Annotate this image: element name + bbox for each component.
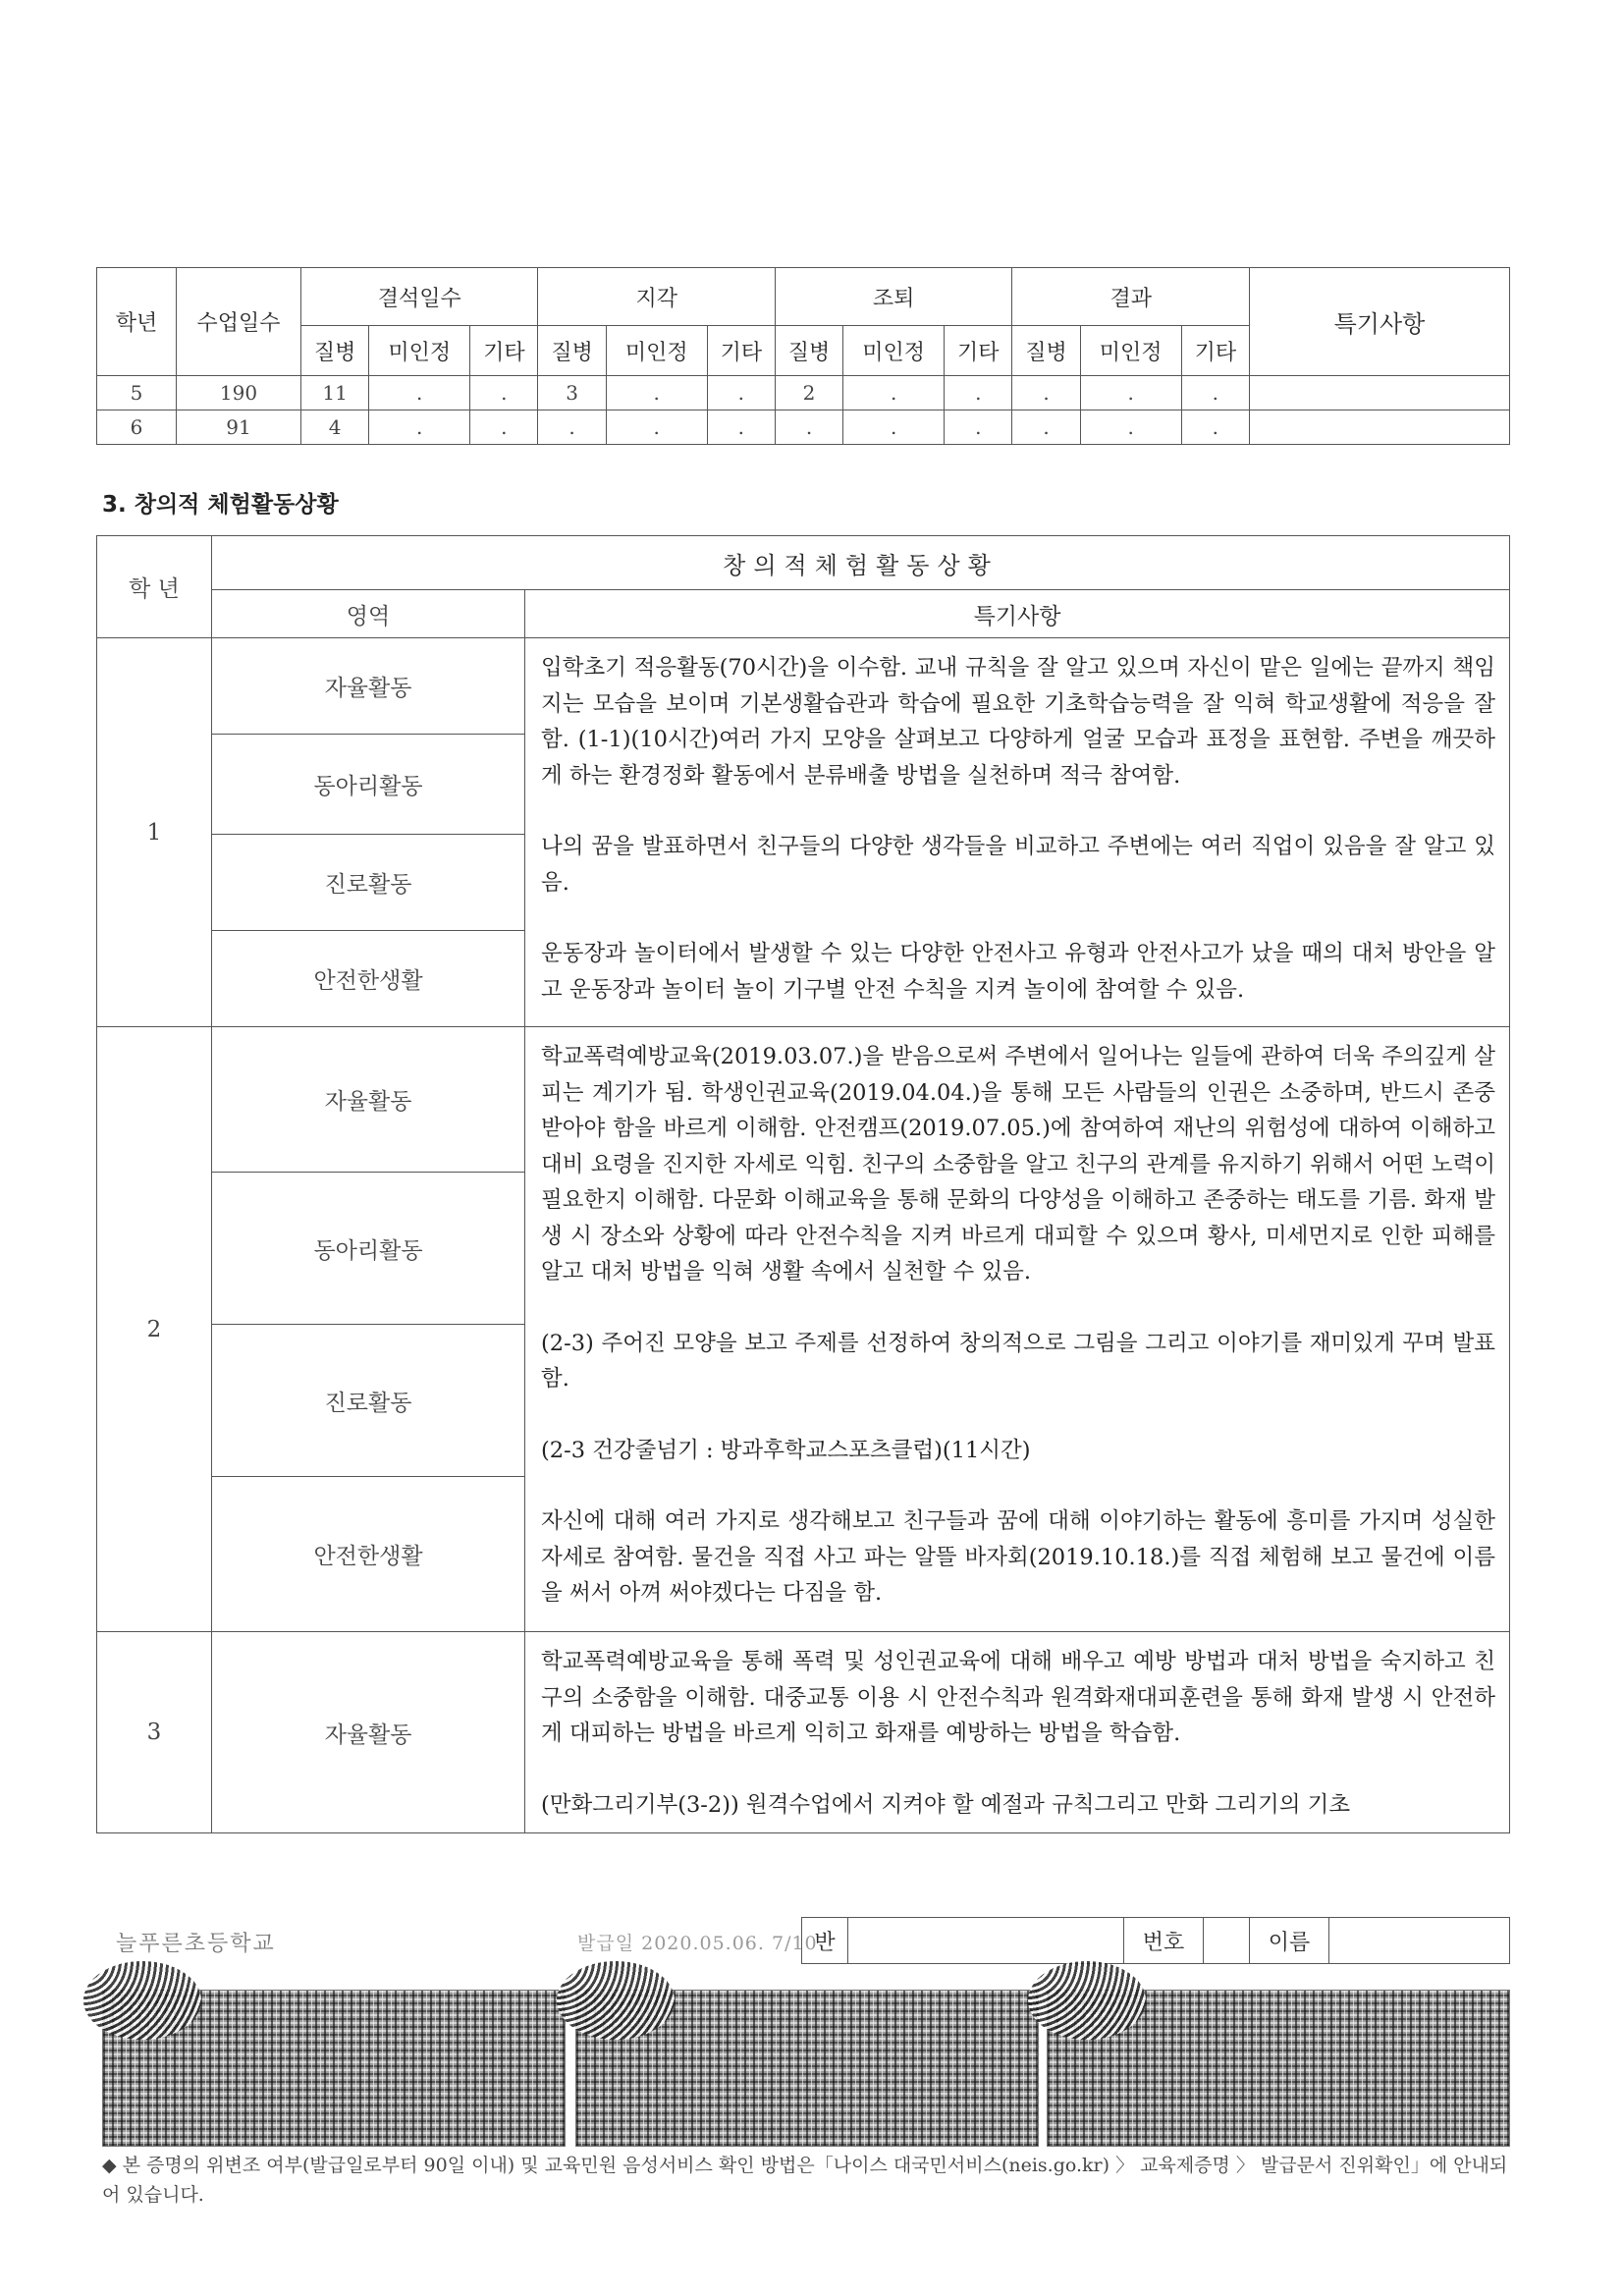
remark-paragraph: (2-3 건강줄넘기 : 방과후학교스포츠클럽)(11시간) <box>541 1437 1031 1463</box>
remark-paragraph: 입학초기 적응활동(70시간)을 이수함. 교내 규칙을 잘 알고 있으며 자신이 맡은 일에는 끝까지 책임지는 모습을 보이며 기본생활습관과 학습에 필요한 기초학습능력을 잘 익혀 학교생활에 적응을 잘 함. (1-1)(10시간)여러 가지 모양을 살펴보고 다양하게 얼굴 모습과 표정을 표현함. 주변을 깨끗하게 하는 환경정화 활동에서 분류배출 방법을 실천하며 적극 참여함. <box>541 655 1495 789</box>
row-cell: . <box>369 410 470 445</box>
remark-paragraph: 학교폭력예방교육(2019.03.07.)을 받음으로써 주변에서 일어나는 일들에 관하여 더욱 주의깊게 살피는 계기가 됨. 학생인권교육(2019.04.04.)을 통해 모든 사람들의 인권은 소중하며, 반드시 존중받아야 함을 바르게 이해함. 안전캠프(2019.07.05.)에 참여하여 재난의 위험성에 대하여 이해하고 대비 요령을 진지한 자세로 익힘. 친구의 소중함을 알고 친구의 관계를 유지하기 위해서 어떤 노력이 필요한지 이해함. 다문화 이해교육을 통해 문화의 다양성을 이해하고 존중하는 태도를 기름. 화재 발생 시 장소와 상황에 따라 안전수칙을 지켜 바르게 대피할 수 있으며 황사, 미세먼지로 인한 피해를 알고 대처 방법을 익혀 생활 속에서 실천할 수 있음. <box>541 1044 1495 1285</box>
area-cell: 진로활동 <box>212 835 525 931</box>
row-cell: 11 <box>301 376 369 410</box>
remark-paragraph: 학교폭력예방교육을 통해 폭력 및 성인권교육에 대해 배우고 예방 방법과 대처 방법을 숙지하고 친구의 소중함을 이해함. 대중교통 이용 시 안전수칙과 원격화재대피훈련을 통해 화재 발생 시 안전하게 대피하는 방법을 바르게 익히고 화재를 예방하는 방법을 학습함. <box>541 1649 1495 1746</box>
row-days: 91 <box>177 410 301 445</box>
remark-cell <box>525 1027 1510 1632</box>
issue-label: 발급일 <box>577 1933 635 1954</box>
sub-header-other: 기타 <box>945 326 1012 376</box>
area-cell: 자율활동 <box>212 638 525 735</box>
row-days: 190 <box>177 376 301 410</box>
class-value <box>848 1918 1124 1963</box>
row-cell: . <box>470 376 538 410</box>
row-grade: 6 <box>97 410 177 445</box>
row-cell: . <box>1012 376 1080 410</box>
row-cell: . <box>775 410 842 445</box>
row-cell: . <box>470 410 538 445</box>
row-cell: . <box>707 376 775 410</box>
area-cell: 진로활동 <box>212 1325 525 1477</box>
verification-notice: ◆ 본 증명의 위변조 여부(발급일로부터 90일 이내) 및 교육민원 음성서비스 확인 방법은「나이스 대국민서비스(neis.go.kr) 〉 교육제증명 〉 발급문서 진위확인」에 안내되어 있습니다. <box>102 2155 1508 2206</box>
school-days-header: 수업일수 <box>177 268 301 376</box>
row-cell: . <box>606 376 707 410</box>
row-cell: 4 <box>301 410 369 445</box>
sub-header-other: 기타 <box>1181 326 1249 376</box>
attendance-row <box>97 376 1510 410</box>
section-title: 3. 창의적 체험활동상황 <box>102 492 339 518</box>
issue-value: 2020.05.06. 7/10 <box>641 1933 818 1954</box>
verification-barcode <box>1047 1990 1510 2147</box>
barcode-mark-icon <box>83 1961 201 2040</box>
remark-paragraph: (만화그리기부(3-2)) 원격수업에서 지켜야 할 예절과 규칙그리고 만화 그리기의 기초 <box>541 1791 1351 1818</box>
early-leave-header: 조퇴 <box>775 268 1011 326</box>
sub-header-illness: 질병 <box>538 326 606 376</box>
grade-cell: 3 <box>97 1632 212 1833</box>
sub-header-other: 기타 <box>707 326 775 376</box>
sub-header-unexcused: 미인정 <box>843 326 945 376</box>
row-cell: . <box>1181 376 1249 410</box>
verification-barcode <box>102 1990 566 2147</box>
school-name: 늘푸른초등학교 <box>116 1932 276 1956</box>
area-cell: 자율활동 <box>212 1632 525 1833</box>
row-cell: . <box>1080 376 1181 410</box>
row-cell: . <box>1080 410 1181 445</box>
attendance-table <box>96 267 1510 445</box>
sub-header-illness: 질병 <box>775 326 842 376</box>
row-cell: . <box>843 376 945 410</box>
area-cell: 동아리활동 <box>212 1173 525 1325</box>
row-cell: . <box>606 410 707 445</box>
creative-activities-table <box>96 535 1510 1833</box>
barcode-mark-icon <box>557 1961 675 2040</box>
remark-cell <box>525 1632 1510 1833</box>
area-cell: 안전한생활 <box>212 931 525 1027</box>
grade-header: 학 년 <box>97 536 212 638</box>
remark-cell <box>525 638 1510 1027</box>
verification-barcode <box>575 1990 1039 2147</box>
row-cell: . <box>1181 410 1249 445</box>
number-value <box>1204 1918 1250 1963</box>
number-label: 번호 <box>1124 1918 1204 1963</box>
sub-header-unexcused: 미인정 <box>369 326 470 376</box>
sub-header-other: 기타 <box>470 326 538 376</box>
footer-info-line <box>96 1917 1512 1966</box>
remark-paragraph: 운동장과 놀이터에서 발생할 수 있는 다양한 안전사고 유형과 안전사고가 났을 때의 대처 방안을 알고 운동장과 놀이터 놀이 기구별 안전 수칙을 지켜 놀이에 참여할 수 있음. <box>541 941 1495 1003</box>
absence-header: 결석일수 <box>301 268 538 326</box>
row-cell: . <box>945 376 1012 410</box>
row-grade: 5 <box>97 376 177 410</box>
row-cell: . <box>538 410 606 445</box>
row-note <box>1250 376 1510 410</box>
sub-header-unexcused: 미인정 <box>606 326 707 376</box>
area-cell: 동아리활동 <box>212 735 525 835</box>
attendance-row <box>97 410 1510 445</box>
sub-header-illness: 질병 <box>1012 326 1080 376</box>
name-value <box>1329 1918 1509 1963</box>
name-label: 이름 <box>1250 1918 1329 1963</box>
creative-title: 창의적체험활동상황 <box>212 536 1510 590</box>
remark-paragraph: 나의 꿈을 발표하면서 친구들의 다양한 생각들을 비교하고 주변에는 여러 직업이 있음을 잘 알고 있음. <box>541 834 1495 896</box>
student-info-box <box>801 1917 1510 1964</box>
barcode-mark-icon <box>1028 1961 1146 2040</box>
special-notes-header: 특기사항 <box>1250 268 1510 376</box>
remark-paragraph: 자신에 대해 여러 가지로 생각해보고 친구들과 꿈에 대해 이야기하는 활동에 흥미를 가지며 성실한 자세로 참여함. 물건을 직접 사고 파는 알뜰 바자회(2019.10.18.)를 직접 체험해 보고 물건에 이름을 써서 아껴 써야겠다는 다짐을 함. <box>541 1508 1495 1606</box>
grade-header: 학년 <box>97 268 177 376</box>
row-cell: . <box>707 410 775 445</box>
row-note <box>1250 410 1510 445</box>
row-cell: . <box>843 410 945 445</box>
row-cell: 3 <box>538 376 606 410</box>
remark-paragraph: (2-3) 주어진 모양을 보고 주제를 선정하여 창의적으로 그림을 그리고 이야기를 재미있게 꾸며 발표함. <box>541 1330 1495 1392</box>
row-cell: . <box>369 376 470 410</box>
grade-cell: 2 <box>97 1027 212 1632</box>
row-cell: . <box>945 410 1012 445</box>
sub-header-illness: 질병 <box>301 326 369 376</box>
area-header: 영역 <box>212 590 525 638</box>
grade-cell: 1 <box>97 638 212 1027</box>
result-header: 결과 <box>1012 268 1250 326</box>
remark-header: 특기사항 <box>525 590 1510 638</box>
row-cell: . <box>1012 410 1080 445</box>
class-label: 반 <box>802 1918 848 1963</box>
issue-date <box>577 1929 818 1955</box>
area-cell: 자율활동 <box>212 1027 525 1173</box>
late-header: 지각 <box>538 268 775 326</box>
sub-header-unexcused: 미인정 <box>1080 326 1181 376</box>
area-cell: 안전한생활 <box>212 1477 525 1632</box>
row-cell: 2 <box>775 376 842 410</box>
